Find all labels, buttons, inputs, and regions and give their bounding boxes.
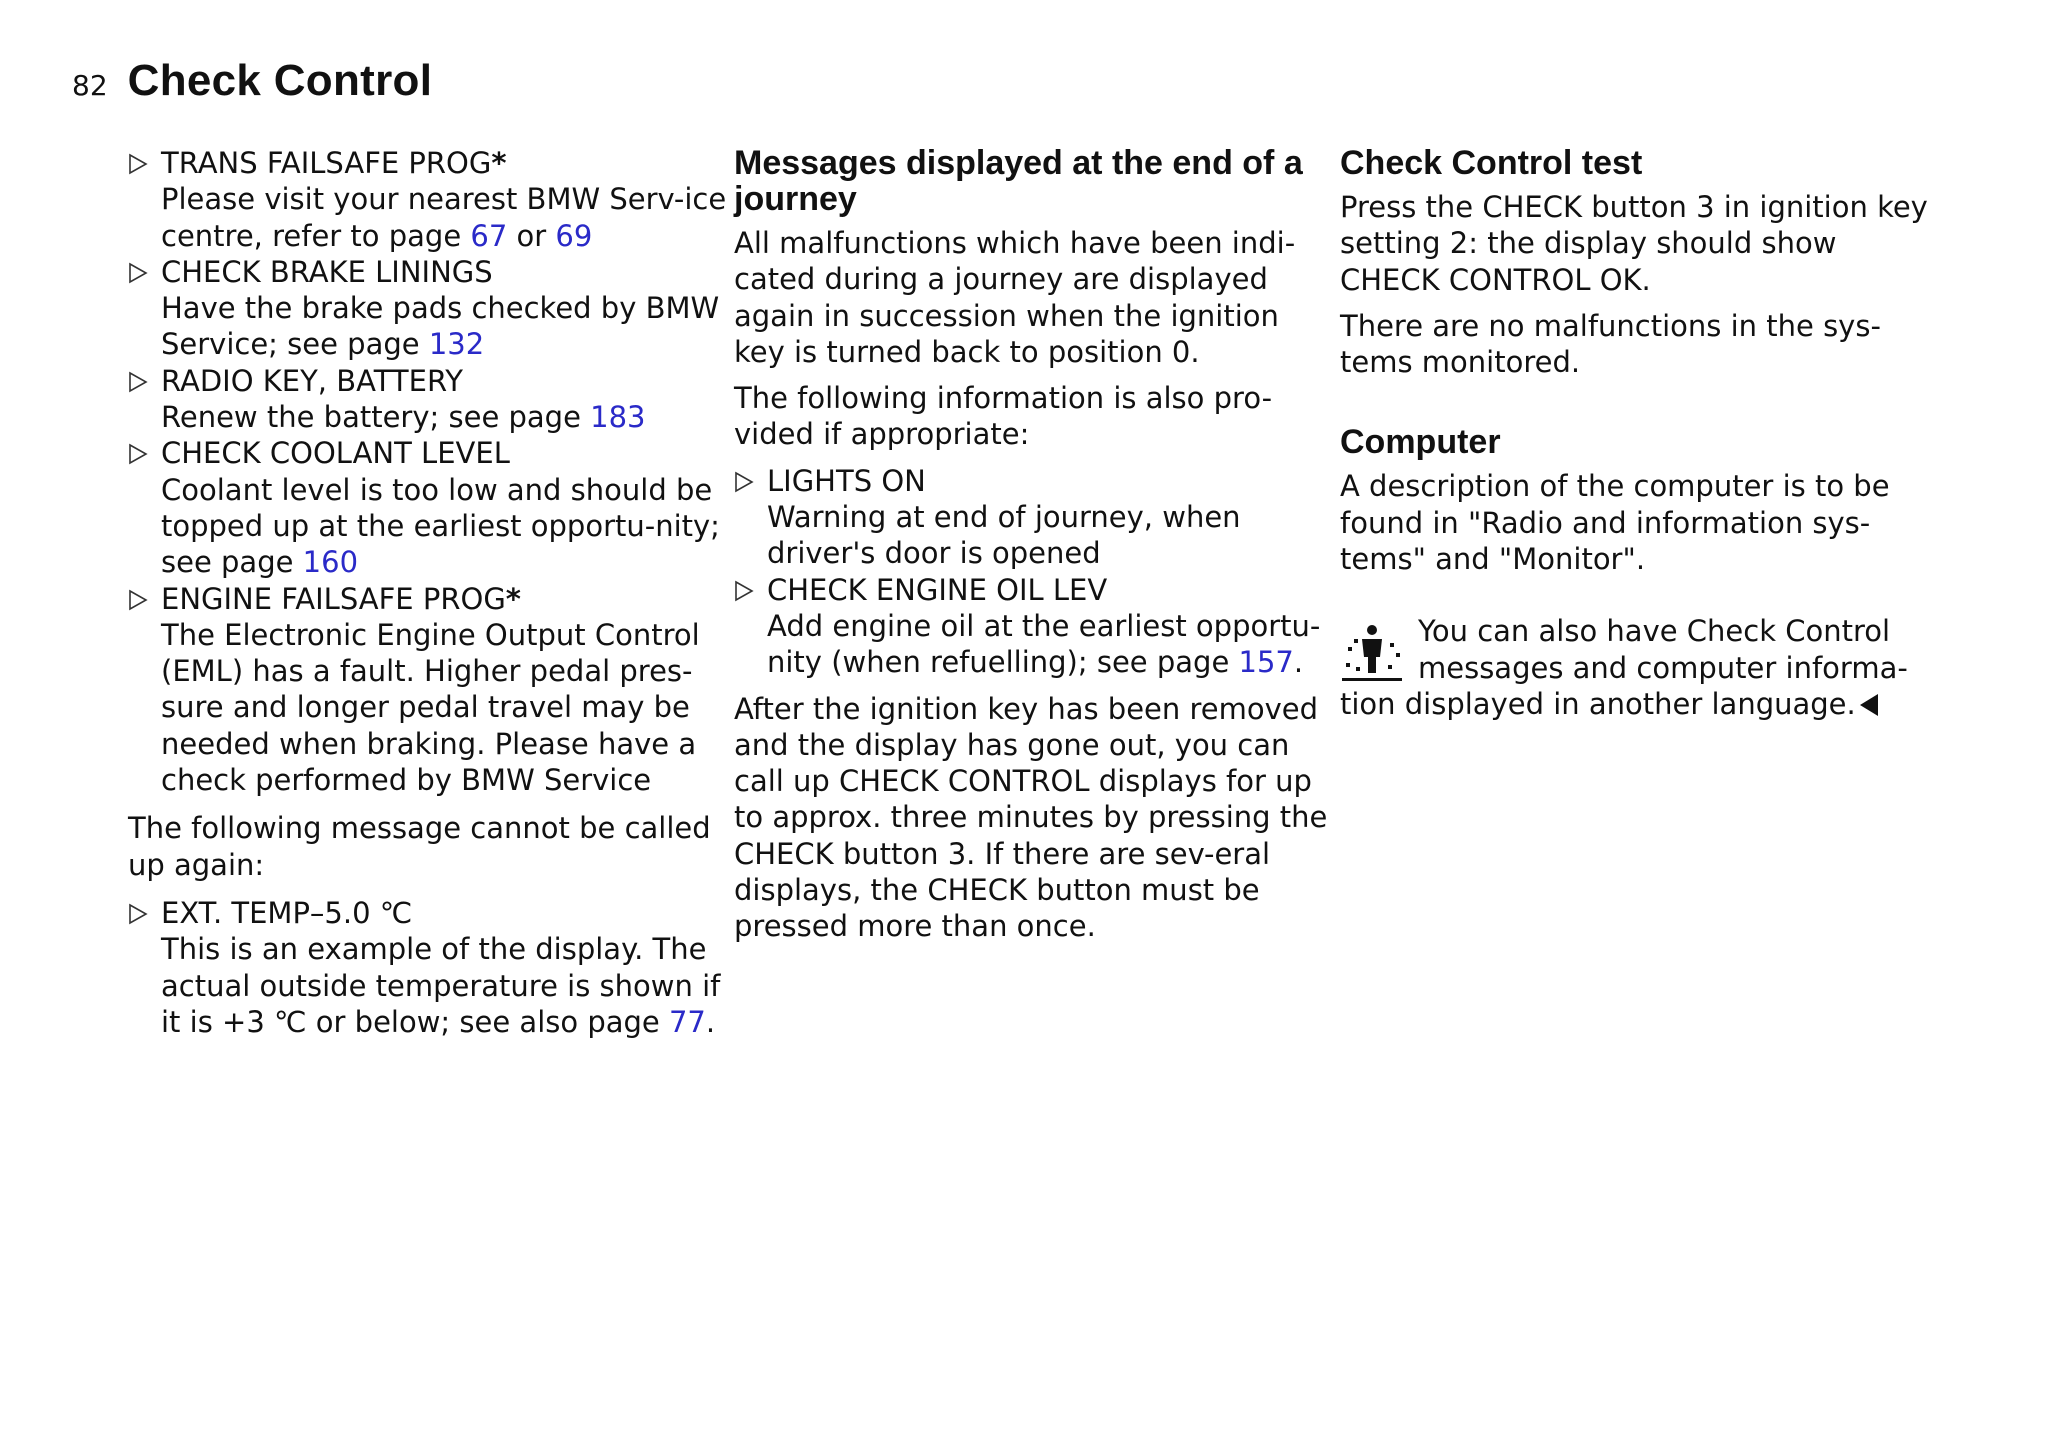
bullet-triangle-icon bbox=[128, 443, 148, 465]
description-text: Coolant level is too low and should be topped up at the earliest opportu-nity; see page bbox=[161, 472, 720, 580]
paragraph: Press the CHECK button 3 in ignition key setting 2: the display should show CHECK CONTROL OK. bbox=[1340, 190, 1928, 297]
list-item bbox=[128, 363, 728, 436]
page-link-67[interactable]: 67 bbox=[470, 218, 508, 253]
bullet-triangle-icon bbox=[128, 589, 148, 611]
bullet-triangle-icon bbox=[128, 903, 148, 925]
bullet-triangle-icon bbox=[128, 371, 148, 393]
list-item bbox=[734, 572, 1334, 681]
paragraph: There are no malfunctions in the sys-tems monitored. bbox=[1340, 308, 1881, 380]
description-text: . bbox=[1293, 645, 1304, 680]
message-code: EXT. TEMP–5.0 ℃ bbox=[161, 895, 413, 930]
message-description bbox=[161, 290, 728, 363]
list-item bbox=[734, 463, 1334, 572]
bullet-triangle-icon bbox=[128, 262, 148, 284]
message-description bbox=[767, 608, 1334, 681]
message-description bbox=[161, 181, 728, 254]
message-code: CHECK COOLANT LEVEL bbox=[161, 436, 510, 471]
description-text: This is an example of the display. The actual outside temperature is shown if it is +3 ℃ or below; see also page bbox=[161, 932, 721, 1039]
page-link-160[interactable]: 160 bbox=[302, 545, 359, 580]
page-link-157[interactable]: 157 bbox=[1238, 645, 1294, 680]
note-line: messages and computer informa- bbox=[1418, 650, 1908, 685]
message-code: CHECK BRAKE LININGS bbox=[161, 254, 493, 289]
page-link-183[interactable]: 183 bbox=[590, 400, 646, 435]
bullet-triangle-icon bbox=[734, 471, 754, 493]
page-link-132[interactable]: 132 bbox=[428, 327, 485, 362]
page-number: 82 bbox=[72, 69, 108, 102]
message-description: Warning at end of journey, when driver's door is opened bbox=[767, 500, 1241, 571]
note-line: tion displayed in another language. bbox=[1340, 686, 1856, 721]
description-text: Renew the battery; see page bbox=[161, 400, 591, 435]
end-of-section-triangle-icon bbox=[1860, 694, 1878, 716]
description-text: Please visit your nearest BMW Serv-ice centre, refer to page bbox=[161, 182, 727, 253]
note-line: You can also have Check Control bbox=[1418, 614, 1891, 649]
list-item bbox=[128, 254, 728, 363]
column-2 bbox=[734, 145, 1334, 945]
page-link-69[interactable]: 69 bbox=[555, 218, 593, 253]
list-item bbox=[128, 895, 728, 1040]
section-heading: Check Control test bbox=[1340, 144, 1643, 182]
workshop-person-icon bbox=[1340, 621, 1404, 683]
list-item bbox=[128, 581, 728, 799]
paragraph: All malfunctions which have been indi-cated during a journey are displayed again in succession when the ignition key is turned back to position 0. bbox=[734, 226, 1296, 369]
message-description bbox=[161, 472, 728, 581]
section-heading: Messages displayed at the end of a journey bbox=[734, 144, 1303, 218]
description-text: Add engine oil at the earliest opportu-nity (when refuelling); see page bbox=[767, 608, 1321, 680]
message-code: LIGHTS ON bbox=[767, 463, 926, 498]
bullet-triangle-icon bbox=[128, 153, 148, 175]
description-text: . bbox=[705, 1004, 716, 1039]
section-heading: Computer bbox=[1340, 423, 1501, 462]
option-star: * bbox=[505, 581, 521, 616]
description-text: Have the brake pads checked by BMW Service; see page bbox=[161, 291, 720, 362]
page-title: Check Control bbox=[127, 56, 433, 105]
list-item bbox=[128, 435, 728, 580]
paragraph: The following message cannot be called up again: bbox=[128, 811, 711, 882]
option-star: * bbox=[491, 146, 507, 180]
description-text: or bbox=[507, 218, 556, 253]
message-description: The Electronic Engine Output Control (EML) has a fault. Higher pedal pres-sure and longer pedal travel may be needed when braking. Please have a check performed by BMW Service bbox=[161, 617, 700, 798]
note-line-last bbox=[1340, 686, 1940, 722]
paragraph: A description of the computer is to be found in "Radio and information sys-tems" and "Monitor". bbox=[1340, 469, 1890, 577]
page-link-77[interactable]: 77 bbox=[668, 1004, 706, 1039]
page-header bbox=[72, 56, 432, 106]
message-code: ENGINE FAILSAFE PROG bbox=[161, 581, 506, 616]
paragraph: After the ignition key has been removed and the display has gone out, you can call up CHECK CONTROL displays for up to approx. three minutes by pressing the CHECK button 3. If there are sev-eral displays, the CHECK button must be pressed more than once. bbox=[734, 691, 1328, 944]
message-code: CHECK ENGINE OIL LEV bbox=[767, 572, 1108, 607]
message-description bbox=[161, 399, 728, 435]
paragraph: The following information is also pro-vided if appropriate: bbox=[734, 381, 1273, 452]
language-note bbox=[1340, 613, 1940, 722]
column-1 bbox=[128, 145, 728, 1040]
list-item bbox=[128, 145, 728, 254]
bullet-triangle-icon bbox=[734, 580, 754, 602]
message-code: RADIO KEY, BATTERY bbox=[161, 363, 463, 398]
column-3 bbox=[1340, 145, 1940, 722]
message-description bbox=[161, 931, 728, 1040]
message-code: TRANS FAILSAFE PROG bbox=[161, 146, 492, 180]
